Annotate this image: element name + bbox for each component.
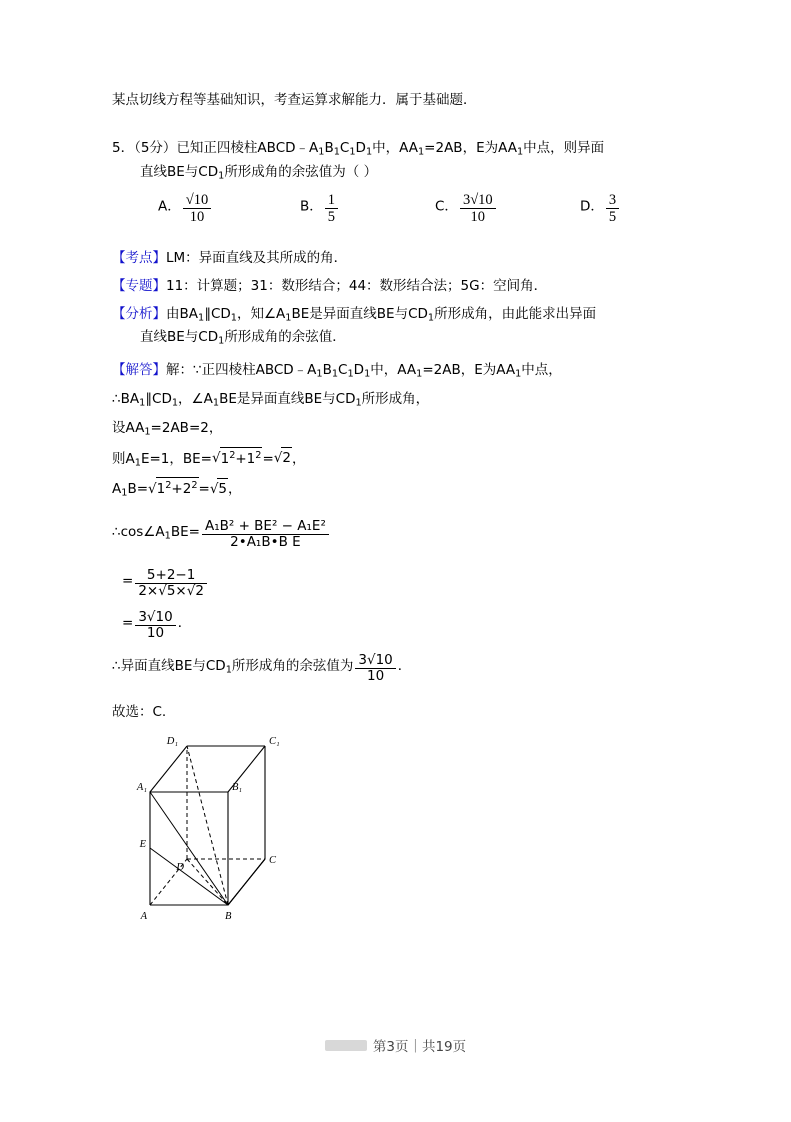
sqrt-5-result: √5 [210, 478, 228, 500]
frac3-tail: ． [177, 615, 192, 632]
question-stem-part9: 所形成角的余弦值为（ ） [224, 164, 378, 181]
segment-B-D1-hidden [187, 746, 228, 905]
sqrt-2-result: √2 [274, 447, 292, 469]
choice-d[interactable] [580, 192, 621, 225]
label-C: C [269, 854, 277, 866]
zhuanti-label: 【专题】 [112, 277, 166, 294]
solution-step-3: 则$A_1E=1$，$BE=√1^2+1^2=√2$， [112, 447, 682, 471]
conclusion-part2: 所形成角的余弦值为 [231, 657, 354, 674]
step4-sqrt-exp1: 2 [165, 480, 172, 492]
step3-sqrt-term1: 1 [220, 450, 230, 467]
step1-part1: ∴BA [112, 391, 140, 408]
prism-diagram [130, 737, 330, 922]
fenxi-text-5: 所形成角，由此能求出异面 [434, 305, 597, 322]
kaodian-line [112, 248, 682, 269]
conclusion-tail: ． [397, 657, 412, 674]
step3-eq: = [262, 450, 274, 467]
step3-part2: E=1，BE= [140, 450, 212, 467]
choice-c-fraction [460, 192, 496, 225]
step2-part2: =2AB=2， [150, 419, 223, 436]
label-B1: B₁ [232, 781, 243, 793]
step3-sqrt-plus: +1 [235, 450, 256, 467]
solution-step-1: $\therefore BA_1\parallel CD_1$，$\angle A_1BE$是异面直线BE与$CD_1$所形成角， [112, 391, 430, 409]
footer-decor [325, 1040, 367, 1051]
fenxi-line-1: 【分析】由$BA_1\parallel CD_1$，知$\angle A_1BE$是异面直线BE与$CD_1$所形成角，由此能求出异面 [112, 305, 597, 324]
choice-c-denominator: 10 [470, 209, 486, 226]
solution-step-4: $A_1B=√1^2+2^2=√5$， [112, 477, 682, 501]
step4-sqrt-term1: 1 [156, 481, 166, 498]
choice-a[interactable] [158, 192, 213, 225]
choice-a-fraction [183, 192, 211, 225]
footer-separator: ｜ [408, 1039, 422, 1055]
conclusion-fraction [355, 653, 395, 684]
question-score: （5分） [134, 140, 177, 157]
choice-b-numerator: 1 [325, 192, 338, 209]
kaodian-label: 【考点】 [112, 249, 166, 266]
question-stem-part4: D [355, 140, 366, 157]
geometry-figure [130, 737, 682, 927]
choice-b[interactable] [300, 192, 340, 225]
label-D1: D₁ [166, 736, 178, 747]
page-content [112, 88, 682, 927]
fenxi-line-2: 直线BE与$CD_1$所形成角的余弦值． [140, 329, 346, 348]
footer-total-pages: 共19页 [421, 1039, 467, 1055]
zhuanti-text: 11：计算题；31：数形结合；44：数形结合法；5G：空间角． [166, 277, 548, 294]
label-A: A [140, 910, 147, 922]
kaodian-text: LM：异面直线及其所成的角． [166, 249, 348, 266]
choice-c-label: C． [435, 198, 458, 215]
question-stem-line-2: 直线BE与$CD_1$所形成角的余弦值为（ ） [140, 164, 378, 182]
fraction-step-2 [122, 568, 682, 599]
frac2-numerator: 5+2−1 [135, 568, 207, 584]
zhuanti-line [112, 276, 682, 297]
frac2-denominator: 2×√5×√2 [138, 583, 204, 600]
answer-line: 故选：C. [112, 703, 167, 720]
conclusion-denominator: 10 [366, 667, 385, 684]
step1-part3: ，∠A [178, 391, 213, 408]
jieda-text-6: =2AB，E为AA [422, 362, 516, 379]
choice-a-numerator: √10 [183, 192, 211, 209]
choice-d-fraction [606, 192, 619, 225]
choices-row [140, 192, 682, 232]
sqrt-a1b: $√1^2+2^2$ [148, 477, 198, 500]
cos-formula-line: $\therefore\cos\angle A_1BE=$ $\frac{\text{A₁B² + BE² − A₁E²}}{\text{2•A₁B•B E}}$ [112, 519, 682, 550]
fenxi-label: 【分析】 [112, 305, 166, 322]
fenxi-text-3: ，知∠A [236, 305, 286, 322]
choice-c-numerator: 3√10 [460, 192, 496, 209]
top-continuation-text: 某点切线方程等基础知识，考查运算求解能力．属于基础题． [112, 92, 477, 108]
jieda-label: 【解答】 [112, 362, 166, 379]
jieda-text-4: D [353, 362, 365, 379]
cos-prefix-2: BE= [170, 523, 200, 540]
fenxi-text-2: ∥CD [204, 305, 231, 322]
choice-a-label: A． [158, 198, 181, 215]
edge-A1-D1 [150, 746, 187, 792]
question-block [112, 138, 682, 184]
step3-sqrt-exp2: 2 [255, 449, 262, 461]
cos-numerator: A₁B² + BE² − A₁E² [202, 519, 329, 535]
question-stem-line-1: 5．（5分）已知正四棱柱$ABCD﹣A_1B_1C_1D_1$中，$AA_1=2AB$，E为$AA_1$中点，则异面 [112, 140, 605, 159]
segment-B-C [228, 859, 265, 905]
solution-step-2: 设$AA_1=2AB=2$， [112, 419, 223, 438]
label-B: B [225, 910, 232, 922]
fenxi-line2-text-2: 所形成角的余弦值． [224, 329, 346, 346]
question-stem-part1: 已知正四棱柱ABCD﹣A [176, 140, 319, 157]
cos-prefix-1: ∴cos∠A [112, 523, 165, 540]
step4-eq: = [198, 481, 210, 498]
label-D: D [176, 861, 184, 873]
footer-page-number: 第3页 [372, 1039, 409, 1055]
jieda-text-1: 解：∵正四棱柱ABCD﹣A [166, 362, 317, 379]
frac2-eq: = [122, 573, 134, 590]
step1-part2: ∥CD [145, 391, 172, 408]
cos-fraction [202, 519, 329, 550]
question-stem-part8: 直线BE与CD [140, 164, 219, 181]
fenxi-text-4: BE是异面直线BE与CD [291, 305, 428, 322]
conclusion-part1: ∴异面直线BE与CD [112, 657, 226, 674]
sqrt-be: $√1^2+1^2$ [212, 447, 262, 470]
conclusion-numerator: 3√10 [355, 653, 395, 669]
step1-part4: BE是异面直线BE与CD [219, 391, 356, 408]
question-stem-part2: B [324, 140, 334, 157]
step4-sqrt-exp2: 2 [191, 480, 198, 492]
choice-d-numerator: 3 [606, 192, 619, 209]
frac3 [135, 610, 175, 641]
choice-b-fraction [325, 192, 338, 225]
label-E: E [139, 838, 146, 850]
choice-d-denominator: 5 [608, 209, 617, 226]
question-stem-part6: =2AB，E为AA [424, 140, 517, 157]
step2-part1: 设AA [112, 419, 145, 436]
frac3-numerator: 3√10 [135, 610, 175, 626]
jieda-text-3: C [338, 362, 348, 379]
step4-part2: B= [127, 481, 149, 498]
choice-a-denominator: 10 [189, 209, 205, 226]
conclusion-line: ∴异面直线BE与$CD_1$所形成角的余弦值为 $\frac{3√10}{10}$ ． [112, 651, 412, 684]
question-stem-part7: 中点，则异面 [523, 140, 605, 157]
question-stem-part3: C [339, 140, 350, 157]
cos-denominator: 2•A₁B•B E [230, 534, 301, 550]
step3-part1: 则A [112, 450, 135, 467]
fenxi-text-1: 由BA [166, 305, 198, 322]
question-number: 5． [112, 140, 135, 157]
step4-sqrt-plus: +2 [171, 481, 192, 498]
page-footer [0, 1035, 791, 1055]
choice-b-label: B． [300, 198, 323, 215]
jieda-text-2: B [322, 362, 332, 379]
frac2 [135, 568, 207, 599]
jieda-text-5: 中，AA [370, 362, 417, 379]
step4-part1: A [112, 481, 122, 498]
jieda-text-7: 中点， [521, 362, 562, 379]
label-C1: C₁ [269, 736, 280, 747]
segment-E-B [150, 848, 228, 905]
jieda-line-1: 【解答】解：∵正四棱柱$ABCD﹣A_1B_1C_1D_1$中，$AA_1=2AB$，E为$AA_1$中点， [112, 362, 562, 380]
segment-A1-B [150, 792, 228, 905]
frac3-denominator: 10 [146, 625, 165, 642]
choice-b-denominator: 5 [327, 209, 336, 226]
frac3-eq: = [122, 615, 134, 632]
question-stem-part5: 中，AA [372, 140, 418, 157]
fenxi-line2-text-1: 直线BE与CD [140, 329, 219, 346]
choice-c[interactable] [435, 192, 498, 225]
label-A1: A₁ [136, 781, 147, 793]
step1-part5: 所形成角， [361, 391, 430, 408]
choice-d-label: D． [580, 198, 604, 215]
fraction-step-3 [122, 610, 682, 641]
step3-sqrt-exp1: 2 [229, 449, 236, 461]
